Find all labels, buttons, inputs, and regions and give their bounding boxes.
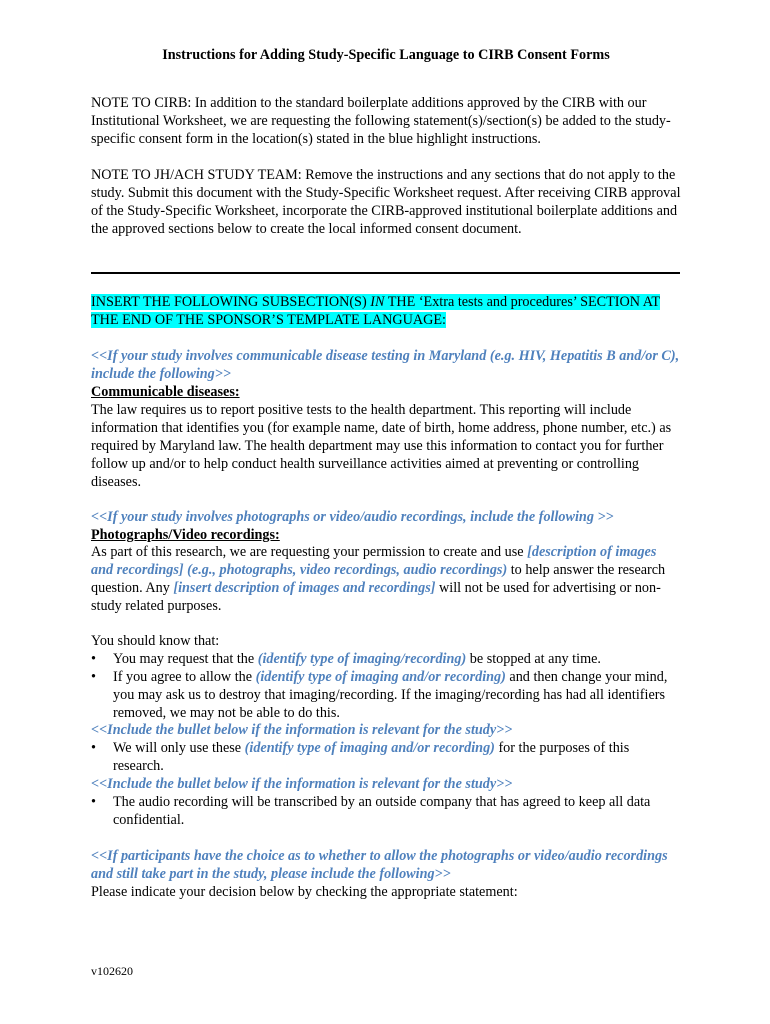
photo-bullets-1 bbox=[91, 650, 681, 722]
photos-body-text-3: will not be used for advertising or non-study related purposes. bbox=[91, 580, 661, 614]
should-know-text: You should know that: bbox=[91, 633, 220, 649]
photos-heading: Photographs/Video recordings: bbox=[91, 527, 280, 543]
list-item bbox=[91, 668, 681, 722]
communicable-heading: Communicable diseases: bbox=[91, 384, 240, 400]
bullet3-text-b: for the purposes of this research. bbox=[113, 740, 630, 774]
bullet-icon: • bbox=[91, 669, 96, 685]
photos-body-placeholder-1: [description of images and recordings] (e.g., photographs, video recordings, audio recordings) bbox=[91, 544, 657, 578]
include-bullet-note-2: <<Include the bullet below if the information is relevant for the study>> bbox=[91, 776, 513, 792]
communicable-body: The law requires us to report positive tests to the health department. This reporting will include information that identifies you (for example name, date of birth, home address, phone number, etc.) as required by Maryland law. The health department may use this information to contact you for further follow up and/or to help conduct health surveillance activities aimed at preventing or controlling diseases. bbox=[91, 402, 672, 490]
bullet1-text-b: be stopped at any time. bbox=[466, 651, 601, 667]
insert-instruction-part2: THE ‘Extra tests and procedures’ SECTION AT THE END OF THE SPONSOR’S TEMPLATE LANGUAGE: bbox=[91, 294, 660, 328]
bullet-icon: • bbox=[91, 794, 96, 810]
photos-body-text-2: to help answer the research question. Any bbox=[91, 562, 666, 596]
bullet1-placeholder: (identify type of imaging/recording) bbox=[257, 651, 467, 667]
bullet-icon: • bbox=[91, 740, 96, 756]
bullet1-text-a: You may request that the bbox=[113, 651, 258, 667]
insert-instruction-part1: INSERT THE FOLLOWING SUBSECTION(S) bbox=[91, 294, 371, 310]
photos-body bbox=[91, 543, 681, 615]
photo-bullets-2 bbox=[91, 739, 681, 775]
photos-body-placeholder-2: [insert description of images and recordings] bbox=[173, 580, 436, 596]
insert-instruction-italic: IN bbox=[370, 294, 385, 310]
bullet2-text-b: and then change your mind, you may ask us to destroy that imaging/recording. If the imaging/recording has had all identifiers removed, we may not be able to do this. bbox=[113, 669, 668, 721]
bullet4-text: The audio recording will be transcribed by an outside company that has agreed to keep all data confidential. bbox=[113, 794, 651, 828]
list-item bbox=[91, 650, 681, 668]
bullet2-placeholder: (identify type of imaging and/or recording) bbox=[255, 669, 506, 685]
horizontal-divider bbox=[91, 272, 680, 274]
version-footer: v102620 bbox=[91, 964, 133, 978]
note-to-cirb: NOTE TO CIRB: In addition to the standard boilerplate additions approved by the CIRB with our Institutional Worksheet, we are requesting the following statement(s)/section(s) be added to the study-specific consent form in the location(s) stated in the blue highlight instructions. bbox=[91, 95, 671, 147]
note-to-study-team: NOTE TO JH/ACH STUDY TEAM: Remove the instructions and any sections that do not apply to the study. Submit this document with the Study-Specific Worksheet request. After receiving CIRB approval of the Study-Specific Worksheet, incorporate the CIRB-approved institutional boilerplate additions and the approved sections below to create the local informed consent document. bbox=[91, 167, 681, 237]
list-item bbox=[91, 793, 681, 829]
photos-body-text-1: As part of this research, we are requesting your permission to create and use bbox=[91, 544, 528, 560]
include-bullet-note-1: <<Include the bullet below if the information is relevant for the study>> bbox=[91, 722, 513, 738]
photos-instruction: <<If your study involves photographs or video/audio recordings, include the following >> bbox=[91, 509, 614, 525]
bullet2-text-a: If you agree to allow the bbox=[113, 669, 256, 685]
document-title: Instructions for Adding Study-Specific Language to CIRB Consent Forms bbox=[162, 47, 610, 63]
insert-instruction-highlight bbox=[91, 294, 660, 328]
bullet3-text-a: We will only use these bbox=[113, 740, 245, 756]
insert-instruction bbox=[91, 293, 681, 329]
bullet3-placeholder: (identify type of imaging and/or recording) bbox=[244, 740, 495, 756]
choice-text: Please indicate your decision below by checking the appropriate statement: bbox=[91, 884, 518, 900]
list-item bbox=[91, 739, 681, 775]
communicable-instruction: <<If your study involves communicable disease testing in Maryland (e.g. HIV, Hepatitis B and/or C), include the following>> bbox=[91, 348, 680, 382]
document-page bbox=[91, 0, 681, 1024]
bullet-icon: • bbox=[91, 651, 96, 667]
photo-bullets-3 bbox=[91, 793, 681, 829]
choice-instruction: <<If participants have the choice as to whether to allow the photographs or video/audio recordings and still take part in the study, please include the following>> bbox=[91, 848, 668, 882]
